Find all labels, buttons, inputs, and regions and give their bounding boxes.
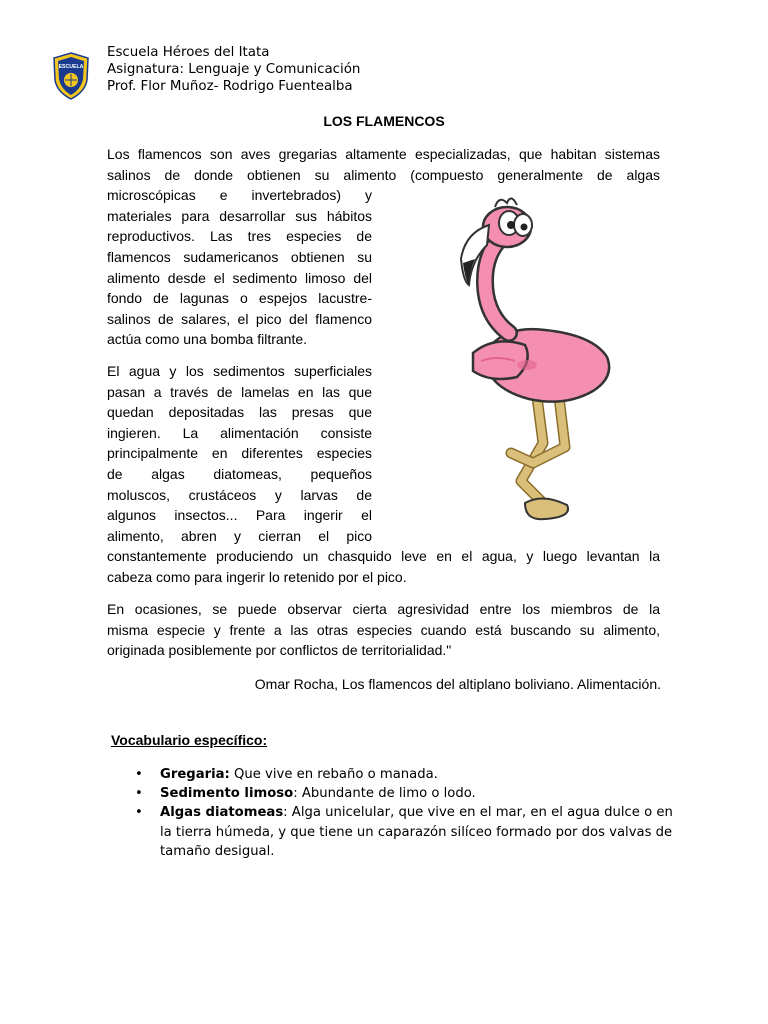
svg-text:ESCUELA: ESCUELA (58, 64, 84, 70)
vocabulary-item (135, 765, 675, 784)
vocabulary-definition: : Alga unicelular, que vive en el mar, en el agua dulce o en la tierra húmeda, y que tiene un caparazón silíceo formado por dos valvas de tamaño desigual. (160, 805, 673, 859)
bullet-icon: • (135, 805, 143, 821)
vocabulary-term: Sedimento limoso (160, 786, 294, 802)
school-name: Escuela Héroes del Itata (107, 45, 270, 60)
vocabulary-term: Algas diatomeas (160, 805, 284, 821)
text-line: fondo de lagunas o espejos lacustre- (107, 290, 372, 307)
vocabulary-definition: : Abundante de limo o lodo. (293, 786, 476, 802)
document-header (107, 44, 360, 95)
vocabulary-item (135, 784, 675, 803)
vocabulary-definition: Que vive en rebaño o manada. (229, 767, 438, 782)
text-line: reproductivos. Las tres especies de (107, 228, 372, 245)
text-line: moluscos, crustáceos y larvas de (107, 486, 372, 503)
text-line: El agua y los sedimentos superficiales (107, 363, 372, 379)
subject-name: Asignatura: Lenguaje y Comunicación (107, 62, 361, 77)
paragraph-3 (107, 599, 660, 661)
bullet-icon: • (135, 786, 143, 802)
text-line: materiales para desarrollar sus hábitos (107, 207, 372, 224)
text-line: Los flamencos son aves gregarias altamente especializadas, que habitan sistemas (107, 146, 660, 162)
text-line: actúa como una bomba filtrante. (107, 331, 308, 348)
text-line: flamencos sudamericanos obtienen su (107, 248, 372, 265)
text-line: misma especie y frente a las otras especies cuando está buscando su alimento, (107, 621, 660, 638)
text-line: algunos insectos... Para ingerir el (107, 507, 372, 524)
text-line: alimento desde el sedimento limoso del (107, 269, 372, 286)
text-line: En ocasiones, se puede observar cierta agresividad entre los miembros de la (107, 601, 660, 617)
flamingo-illustration (425, 185, 625, 535)
school-logo (52, 52, 90, 100)
citation: Omar Rocha, Los flamencos del altiplano boliviano. Alimentación. (254, 676, 661, 692)
vocabulary-title: Vocabulario específico: (111, 732, 268, 748)
text-line: cabeza como para ingerir lo retenido por el pico. (107, 568, 407, 585)
bullet-icon: • (135, 767, 143, 782)
text-line: pasan a través de lamelas en las que (107, 383, 372, 400)
vocabulary-term: Gregaria: (160, 767, 230, 782)
text-line: ingieren. La alimentación consiste (107, 424, 372, 441)
text-line: originada posiblemente por conflictos de territorialidad." (107, 642, 452, 659)
vocabulary-list (135, 765, 675, 861)
text-line: salinos de salares, el pico del flamenco (107, 310, 372, 327)
text-line: quedan depositadas las presas que (107, 404, 372, 421)
text-line: constantemente produciendo un chasquido leve en el agua, y luego levantan la (107, 548, 660, 565)
text-line: alimento, abren y cierran el pico (107, 527, 372, 544)
text-line: principalmente en diferentes especies (107, 445, 372, 462)
teacher-names: Prof. Flor Muñoz- Rodrigo Fuentealba (107, 79, 353, 94)
text-line: microscópicas e invertebrados) y (107, 187, 372, 204)
text-line: salinos de donde obtienen su alimento (compuesto generalmente de algas (107, 166, 660, 183)
text-line: de algas diatomeas, pequeños (107, 465, 372, 482)
document-title: LOS FLAMENCOS (323, 113, 445, 129)
vocabulary-item (135, 803, 675, 861)
